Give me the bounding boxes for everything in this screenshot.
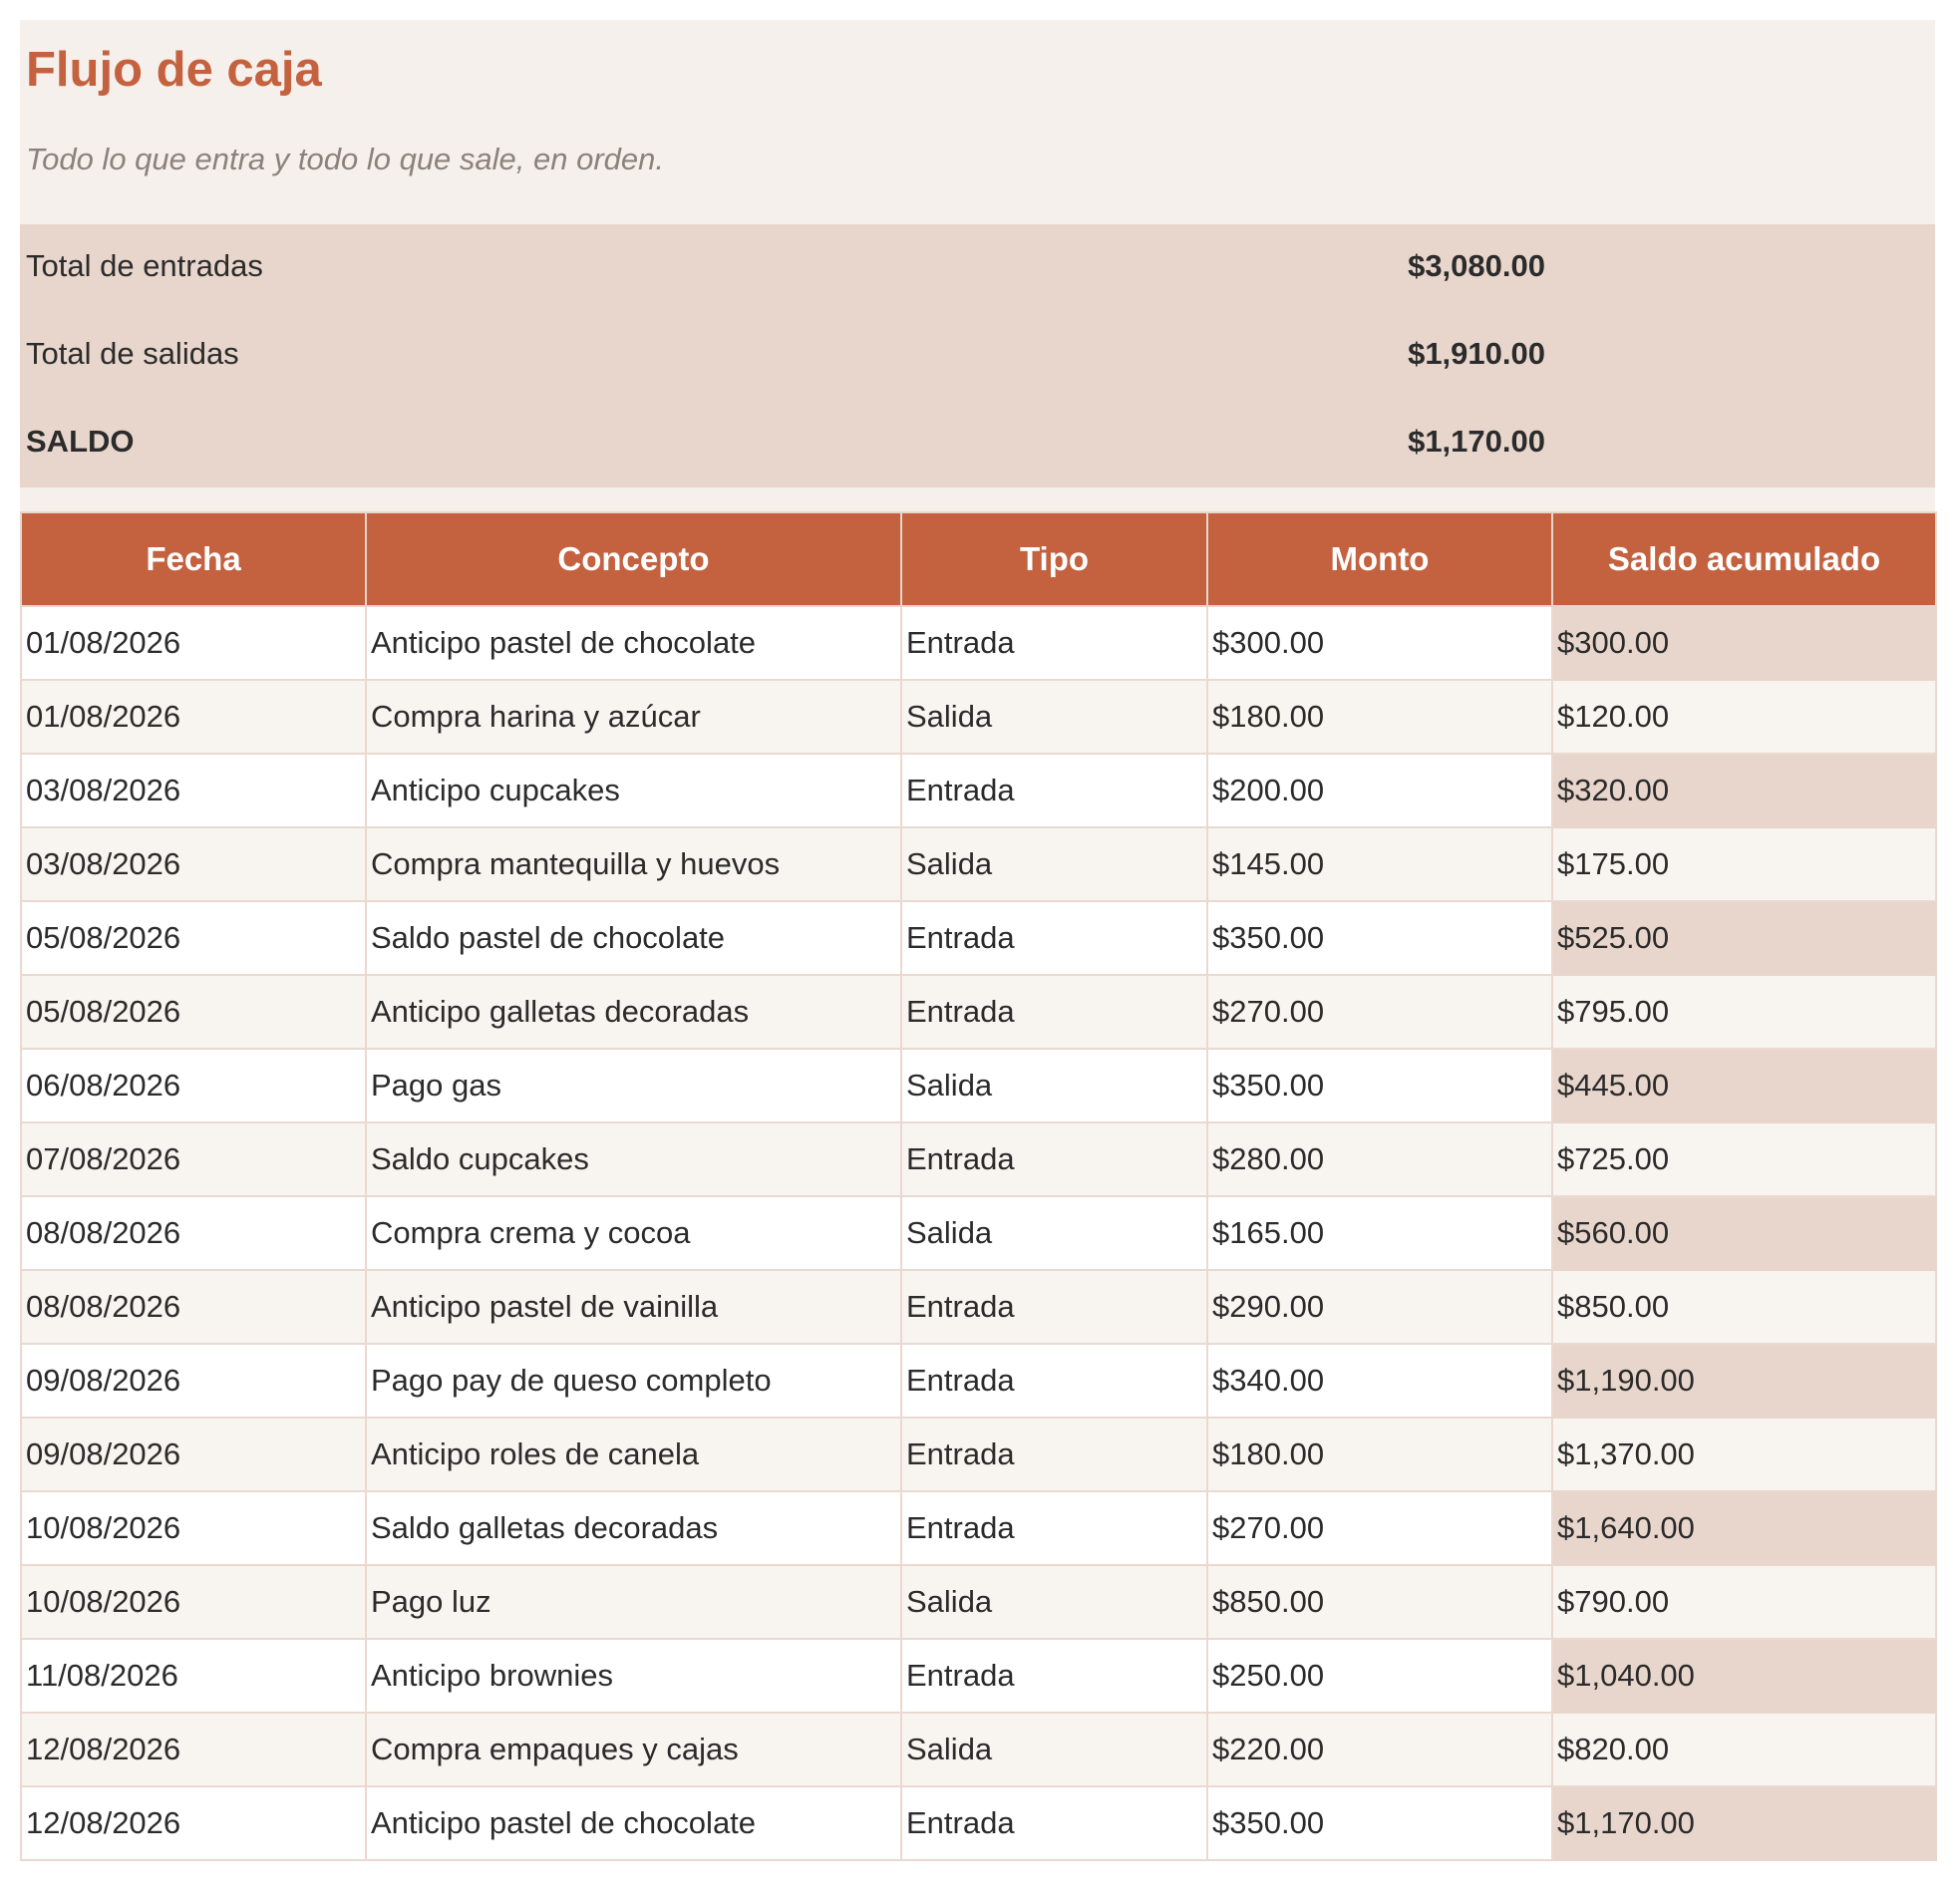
concepto-cell[interactable]: Anticipo pastel de vainilla: [366, 1270, 901, 1344]
saldo-acumulado-cell[interactable]: $525.00: [1552, 901, 1936, 975]
concepto-cell[interactable]: Anticipo roles de canela: [366, 1418, 901, 1491]
header-block: [20, 20, 1935, 224]
summary-saldo-value[interactable]: $1,170.00: [1408, 424, 1545, 459]
table-row: [21, 1270, 1936, 1344]
concepto-cell[interactable]: Anticipo brownies: [366, 1639, 901, 1713]
fecha-cell[interactable]: 09/08/2026: [21, 1418, 366, 1491]
saldo-acumulado-cell[interactable]: $850.00: [1552, 1270, 1936, 1344]
summary-entradas-value[interactable]: $3,080.00: [1408, 248, 1545, 283]
tipo-cell[interactable]: Entrada: [901, 1344, 1207, 1418]
saldo-acumulado-cell[interactable]: $1,040.00: [1552, 1639, 1936, 1713]
monto-cell[interactable]: $180.00: [1207, 680, 1552, 754]
fecha-cell[interactable]: 03/08/2026: [21, 827, 366, 901]
fecha-cell[interactable]: 10/08/2026: [21, 1491, 366, 1565]
monto-cell[interactable]: $300.00: [1207, 606, 1552, 680]
monto-cell[interactable]: $290.00: [1207, 1270, 1552, 1344]
monto-cell[interactable]: $850.00: [1207, 1565, 1552, 1639]
saldo-acumulado-cell[interactable]: $1,190.00: [1552, 1344, 1936, 1418]
concepto-cell[interactable]: Saldo cupcakes: [366, 1122, 901, 1196]
monto-cell[interactable]: $250.00: [1207, 1639, 1552, 1713]
table-row: [21, 1196, 1936, 1270]
column-header-tipo[interactable]: Tipo: [901, 512, 1207, 606]
table-row: [21, 1049, 1936, 1122]
monto-cell[interactable]: $220.00: [1207, 1713, 1552, 1786]
fecha-cell[interactable]: 08/08/2026: [21, 1270, 366, 1344]
fecha-cell[interactable]: 10/08/2026: [21, 1565, 366, 1639]
concepto-cell[interactable]: Saldo pastel de chocolate: [366, 901, 901, 975]
saldo-acumulado-cell[interactable]: $445.00: [1552, 1049, 1936, 1122]
summary-row-entradas: [20, 224, 1551, 312]
summary-row-salidas: [20, 312, 1551, 400]
tipo-cell[interactable]: Entrada: [901, 1418, 1207, 1491]
concepto-cell[interactable]: Compra empaques y cajas: [366, 1713, 901, 1786]
column-header-monto[interactable]: Monto: [1207, 512, 1552, 606]
summary-block: [20, 224, 1935, 487]
tipo-cell[interactable]: Salida: [901, 680, 1207, 754]
fecha-cell[interactable]: 08/08/2026: [21, 1196, 366, 1270]
fecha-cell[interactable]: 06/08/2026: [21, 1049, 366, 1122]
fecha-cell[interactable]: 03/08/2026: [21, 754, 366, 827]
concepto-cell[interactable]: Compra mantequilla y huevos: [366, 827, 901, 901]
saldo-acumulado-cell[interactable]: $1,170.00: [1552, 1786, 1936, 1860]
tipo-cell[interactable]: Entrada: [901, 606, 1207, 680]
concepto-cell[interactable]: Saldo galletas decoradas: [366, 1491, 901, 1565]
fecha-cell[interactable]: 05/08/2026: [21, 975, 366, 1049]
saldo-acumulado-cell[interactable]: $175.00: [1552, 827, 1936, 901]
summary-entradas-label: Total de entradas: [26, 248, 263, 283]
tipo-cell[interactable]: Salida: [901, 827, 1207, 901]
summary-salidas-label: Total de salidas: [26, 336, 239, 371]
fecha-cell[interactable]: 01/08/2026: [21, 606, 366, 680]
table-row: [21, 754, 1936, 827]
page-title: Flujo de caja: [26, 43, 322, 97]
table-row: [21, 901, 1936, 975]
table-row: [21, 827, 1936, 901]
saldo-acumulado-cell[interactable]: $790.00: [1552, 1565, 1936, 1639]
fecha-cell[interactable]: 12/08/2026: [21, 1713, 366, 1786]
monto-cell[interactable]: $280.00: [1207, 1122, 1552, 1196]
concepto-cell[interactable]: Anticipo galletas decoradas: [366, 975, 901, 1049]
saldo-acumulado-cell[interactable]: $1,640.00: [1552, 1491, 1936, 1565]
table-row: [21, 975, 1936, 1049]
fecha-cell[interactable]: 11/08/2026: [21, 1639, 366, 1713]
saldo-acumulado-cell[interactable]: $795.00: [1552, 975, 1936, 1049]
saldo-acumulado-cell[interactable]: $820.00: [1552, 1713, 1936, 1786]
tipo-cell[interactable]: Salida: [901, 1049, 1207, 1122]
monto-cell[interactable]: $350.00: [1207, 1786, 1552, 1860]
table-row: [21, 680, 1936, 754]
fecha-cell[interactable]: 12/08/2026: [21, 1786, 366, 1860]
tipo-cell[interactable]: Entrada: [901, 901, 1207, 975]
saldo-acumulado-cell[interactable]: $300.00: [1552, 606, 1936, 680]
monto-cell[interactable]: $270.00: [1207, 975, 1552, 1049]
table-header-row: [21, 512, 1936, 606]
cash-flow-table: [20, 511, 1937, 1861]
tipo-cell[interactable]: Salida: [901, 1196, 1207, 1270]
table-row: [21, 1344, 1936, 1418]
concepto-cell[interactable]: Anticipo pastel de chocolate: [366, 1786, 901, 1860]
concepto-cell[interactable]: Anticipo cupcakes: [366, 754, 901, 827]
column-header-fecha[interactable]: Fecha: [21, 512, 366, 606]
summary-saldo-label: SALDO: [26, 424, 135, 459]
table-row: [21, 1713, 1936, 1786]
table-row: [21, 1491, 1936, 1565]
table-row: [21, 1565, 1936, 1639]
tipo-cell[interactable]: Entrada: [901, 1786, 1207, 1860]
fecha-cell[interactable]: 05/08/2026: [21, 901, 366, 975]
tipo-cell[interactable]: Entrada: [901, 754, 1207, 827]
saldo-acumulado-cell[interactable]: $1,370.00: [1552, 1418, 1936, 1491]
tipo-cell[interactable]: Entrada: [901, 1491, 1207, 1565]
table-body: [21, 606, 1936, 1860]
section-gap: [20, 487, 1935, 511]
tipo-cell[interactable]: Entrada: [901, 975, 1207, 1049]
page-subtitle: Todo lo que entra y todo lo que sale, en orden.: [26, 142, 664, 176]
concepto-cell[interactable]: Pago luz: [366, 1565, 901, 1639]
saldo-acumulado-cell[interactable]: $320.00: [1552, 754, 1936, 827]
concepto-cell[interactable]: Pago pay de queso completo: [366, 1344, 901, 1418]
monto-cell[interactable]: $350.00: [1207, 901, 1552, 975]
cash-flow-sheet: [20, 20, 1935, 1861]
fecha-cell[interactable]: 01/08/2026: [21, 680, 366, 754]
monto-cell[interactable]: $145.00: [1207, 827, 1552, 901]
tipo-cell[interactable]: Entrada: [901, 1122, 1207, 1196]
table-row: [21, 1786, 1936, 1860]
tipo-cell[interactable]: Entrada: [901, 1639, 1207, 1713]
summary-salidas-value[interactable]: $1,910.00: [1408, 336, 1545, 371]
saldo-acumulado-cell[interactable]: $560.00: [1552, 1196, 1936, 1270]
monto-cell[interactable]: $270.00: [1207, 1491, 1552, 1565]
column-header-concepto[interactable]: Concepto: [366, 512, 901, 606]
fecha-cell[interactable]: 07/08/2026: [21, 1122, 366, 1196]
table-row: [21, 1418, 1936, 1491]
tipo-cell[interactable]: Entrada: [901, 1270, 1207, 1344]
column-header-saldo-acumulado[interactable]: Saldo acumulado: [1552, 512, 1936, 606]
table-row: [21, 606, 1936, 680]
saldo-acumulado-cell[interactable]: $725.00: [1552, 1122, 1936, 1196]
tipo-cell[interactable]: Salida: [901, 1565, 1207, 1639]
monto-cell[interactable]: $340.00: [1207, 1344, 1552, 1418]
monto-cell[interactable]: $165.00: [1207, 1196, 1552, 1270]
table-row: [21, 1122, 1936, 1196]
tipo-cell[interactable]: Salida: [901, 1713, 1207, 1786]
monto-cell[interactable]: $350.00: [1207, 1049, 1552, 1122]
concepto-cell[interactable]: Anticipo pastel de chocolate: [366, 606, 901, 680]
fecha-cell[interactable]: 09/08/2026: [21, 1344, 366, 1418]
concepto-cell[interactable]: Compra crema y cocoa: [366, 1196, 901, 1270]
concepto-cell[interactable]: Compra harina y azúcar: [366, 680, 901, 754]
monto-cell[interactable]: $200.00: [1207, 754, 1552, 827]
concepto-cell[interactable]: Pago gas: [366, 1049, 901, 1122]
monto-cell[interactable]: $180.00: [1207, 1418, 1552, 1491]
summary-row-saldo: [20, 400, 1551, 487]
table-row: [21, 1639, 1936, 1713]
saldo-acumulado-cell[interactable]: $120.00: [1552, 680, 1936, 754]
